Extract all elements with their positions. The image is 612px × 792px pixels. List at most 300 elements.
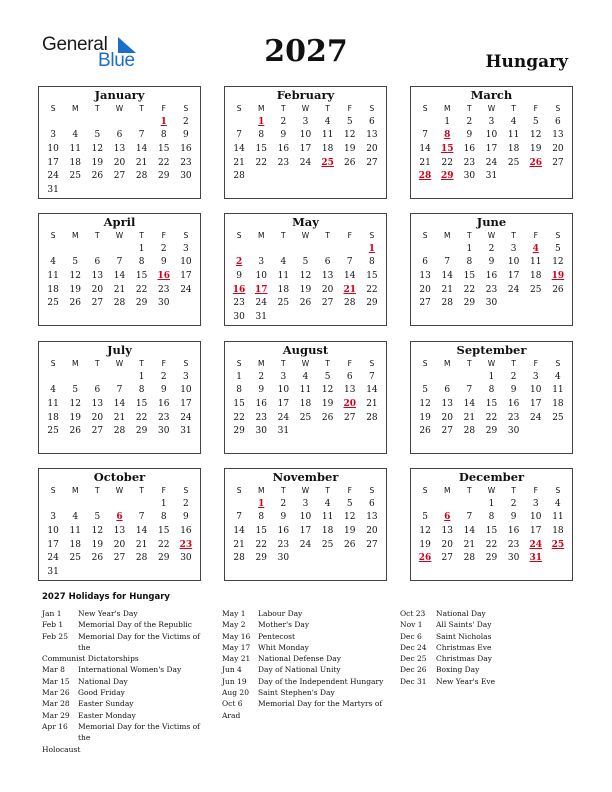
day: 14: [463, 399, 476, 410]
holiday-day: 2: [235, 257, 243, 268]
day: 10: [530, 385, 542, 396]
day: 24: [255, 298, 267, 309]
day: 4: [50, 257, 56, 268]
weekday-header: T: [467, 486, 472, 495]
day: 30: [255, 426, 267, 437]
day: 4: [324, 116, 331, 127]
empty-day: [42, 498, 64, 512]
holiday-item: [400, 619, 550, 630]
day: 1: [160, 498, 167, 509]
day: 15: [255, 144, 267, 155]
holiday-date: Aug 20: [222, 688, 249, 698]
weekday-header: S: [555, 359, 561, 368]
empty-day: [547, 425, 569, 439]
month-name: September: [456, 343, 527, 357]
holiday-day: 1: [258, 498, 265, 509]
weekday-header: T: [325, 486, 330, 495]
weekday-header: W: [115, 104, 124, 113]
month-name: August: [282, 343, 329, 357]
holiday-name: Saint Stephen's Day: [258, 688, 335, 698]
day: 23: [180, 157, 192, 168]
country-name: Hungary: [485, 52, 568, 72]
day-grid: [39, 102, 200, 198]
holiday-name: Memorial Day of the Republic: [78, 620, 192, 630]
month-july: [38, 341, 201, 454]
day: 14: [233, 526, 245, 537]
day: 16: [277, 144, 290, 155]
holiday-day: 17: [254, 284, 268, 295]
holiday-item: [400, 653, 550, 664]
day: 17: [299, 144, 312, 155]
day: 14: [113, 399, 126, 410]
day-grid: [225, 229, 386, 325]
weekday-header: W: [487, 486, 496, 495]
day: 17: [47, 157, 59, 168]
day: 5: [422, 512, 428, 523]
day: 8: [258, 512, 265, 523]
day: 13: [91, 271, 104, 282]
day: 3: [532, 371, 539, 382]
day: 16: [180, 526, 192, 537]
holiday-day: 25: [321, 157, 334, 168]
holiday-name: New Year's Eve: [436, 676, 496, 686]
empty-day: [525, 425, 547, 439]
weekday-header: M: [257, 359, 265, 368]
day: 23: [277, 157, 290, 168]
day: 16: [507, 399, 520, 410]
weekday-header: F: [161, 486, 166, 495]
day: 18: [69, 157, 81, 168]
empty-day: [86, 371, 108, 385]
day-grid: [411, 484, 572, 566]
day: 15: [135, 271, 148, 282]
day: 12: [530, 130, 542, 141]
holiday-item: [42, 721, 212, 744]
empty-day: [272, 243, 294, 257]
holiday-date: Nov 1: [400, 620, 423, 630]
day: 20: [321, 284, 334, 295]
day: 21: [441, 284, 453, 295]
empty-day: [317, 425, 339, 439]
day: 25: [321, 539, 334, 550]
empty-day: [108, 116, 130, 130]
day: 8: [160, 130, 167, 141]
day: 18: [321, 526, 334, 537]
day: 23: [158, 284, 170, 295]
day: 13: [366, 130, 378, 141]
weekday-header: T: [511, 231, 516, 240]
holiday-item: [222, 710, 392, 721]
day: 29: [158, 171, 170, 182]
day: 29: [366, 298, 378, 309]
holiday-day: 1: [258, 116, 265, 127]
holiday-item: [222, 676, 392, 687]
day: 1: [488, 498, 495, 509]
holiday-day: 16: [157, 271, 171, 282]
holiday-date: Dec 31: [400, 676, 427, 686]
day: 12: [419, 526, 431, 537]
day: 4: [555, 371, 561, 382]
empty-day: [503, 297, 525, 311]
day: 1: [466, 243, 473, 254]
day: 30: [463, 171, 476, 182]
day: 3: [183, 243, 189, 254]
empty-day: [361, 311, 383, 325]
empty-day: [108, 243, 130, 257]
day: 4: [72, 130, 79, 141]
empty-day: [131, 116, 153, 130]
day: 8: [138, 257, 145, 268]
weekday-header: F: [161, 104, 166, 113]
holiday-day: 4: [532, 243, 539, 254]
day: 1: [444, 116, 451, 127]
day: 7: [369, 371, 375, 382]
day: 30: [180, 171, 192, 182]
day: 31: [47, 185, 59, 196]
day: 13: [113, 526, 126, 537]
day: 28: [344, 298, 356, 309]
day: 3: [183, 371, 189, 382]
empty-day: [64, 566, 86, 580]
holiday-day: 29: [440, 171, 454, 182]
day: 11: [277, 271, 290, 282]
day: 22: [366, 284, 378, 295]
holiday-name: Day of the Independent Hungary: [258, 676, 384, 686]
weekday-header: F: [161, 359, 166, 368]
day: 17: [299, 526, 312, 537]
day: 12: [299, 271, 312, 282]
day-grid: [411, 102, 572, 184]
empty-day: [175, 566, 197, 580]
day: 3: [50, 512, 56, 523]
month-may: [224, 213, 387, 326]
day: 12: [91, 144, 104, 155]
weekday-header: T: [139, 231, 144, 240]
day: 30: [233, 312, 245, 323]
day: 23: [158, 412, 170, 423]
day: 29: [135, 298, 148, 309]
day: 31: [180, 426, 192, 437]
day: 18: [321, 144, 334, 155]
day: 27: [344, 412, 356, 423]
weekday-header: T: [325, 359, 330, 368]
weekday-header: T: [511, 359, 516, 368]
day: 3: [302, 116, 309, 127]
weekday-header: M: [443, 231, 451, 240]
day: 26: [69, 426, 81, 437]
day: 16: [463, 144, 476, 155]
holiday-name: National Day: [78, 676, 128, 686]
day: 31: [255, 312, 267, 323]
weekday-header: S: [50, 486, 56, 495]
day: 25: [299, 412, 312, 423]
empty-day: [525, 170, 547, 184]
day: 11: [552, 385, 564, 396]
weekday-header: S: [183, 231, 189, 240]
empty-day: [131, 184, 153, 198]
day: 9: [183, 130, 189, 141]
day: 27: [419, 298, 431, 309]
weekday-header: T: [467, 104, 472, 113]
day: 21: [419, 157, 431, 168]
day: 14: [419, 144, 431, 155]
day: 25: [47, 426, 59, 437]
holiday-day: 15: [440, 144, 454, 155]
day: 20: [91, 284, 104, 295]
day: 15: [255, 526, 267, 537]
day: 10: [507, 257, 520, 268]
empty-day: [175, 184, 197, 198]
day: 2: [488, 243, 495, 254]
day: 8: [236, 385, 242, 396]
empty-day: [339, 552, 361, 566]
day: 7: [444, 257, 451, 268]
day: 16: [507, 526, 520, 537]
month-name: December: [458, 470, 525, 484]
day: 10: [255, 271, 267, 282]
holiday-item: [222, 687, 392, 698]
holiday-date: May 2: [222, 620, 246, 630]
holiday-item: [222, 698, 392, 709]
day: 28: [135, 553, 148, 564]
day: 3: [302, 498, 309, 509]
day: 20: [366, 526, 378, 537]
empty-day: [250, 170, 272, 184]
empty-day: [131, 566, 153, 580]
weekday-header: T: [95, 104, 100, 113]
day: 2: [160, 243, 167, 254]
day: 23: [507, 412, 520, 423]
day: 5: [72, 385, 79, 396]
holiday-name: National Defense Day: [258, 654, 341, 664]
day: 10: [299, 512, 312, 523]
day: 9: [160, 385, 167, 396]
day: 14: [366, 385, 378, 396]
holiday-name: Arad: [222, 710, 241, 720]
day: 28: [463, 553, 476, 564]
holiday-day: 19: [551, 271, 565, 282]
holiday-day: 26: [529, 157, 543, 168]
day: 30: [507, 426, 520, 437]
empty-day: [64, 116, 86, 130]
holiday-date: Oct 23: [400, 609, 426, 618]
empty-day: [250, 243, 272, 257]
day: 29: [485, 426, 498, 437]
day: 27: [366, 157, 378, 168]
empty-day: [317, 243, 339, 257]
holiday-date: Dec 24: [400, 642, 427, 652]
day: 16: [180, 144, 192, 155]
month-february: [224, 86, 387, 199]
day-grid: [225, 484, 386, 566]
empty-day: [294, 552, 316, 566]
weekday-header: F: [347, 486, 352, 495]
day: 16: [277, 526, 290, 537]
weekday-header: W: [487, 359, 496, 368]
empty-day: [294, 243, 316, 257]
day: 30: [180, 553, 192, 564]
empty-day: [64, 184, 86, 198]
day: 7: [236, 512, 242, 523]
day: 23: [233, 298, 245, 309]
day: 27: [441, 553, 453, 564]
day: 1: [138, 243, 145, 254]
holiday-item: [42, 631, 212, 654]
day: 22: [463, 284, 476, 295]
empty-day: [339, 243, 361, 257]
day: 4: [324, 498, 331, 509]
day: 31: [47, 567, 59, 578]
day: 6: [346, 371, 353, 382]
day: 23: [277, 539, 290, 550]
day: 18: [299, 399, 312, 410]
day: 13: [552, 130, 564, 141]
empty-day: [458, 498, 480, 512]
weekday-header: W: [301, 231, 310, 240]
month-name: October: [93, 470, 146, 484]
holiday-date: Jun 4: [222, 665, 242, 675]
holiday-date: Mar 15: [42, 676, 70, 686]
weekday-header: S: [183, 104, 189, 113]
holiday-day: 16: [232, 284, 246, 295]
day: 17: [277, 399, 290, 410]
day: 6: [369, 498, 375, 509]
day: 5: [346, 116, 353, 127]
empty-day: [547, 297, 569, 311]
day: 28: [135, 171, 148, 182]
holiday-item: [400, 631, 550, 642]
day-grid: [411, 229, 572, 311]
holiday-date: Mar 26: [42, 688, 70, 698]
day: 2: [258, 371, 265, 382]
day: 26: [69, 298, 81, 309]
holiday-day: 24: [529, 539, 543, 550]
day: 12: [344, 130, 356, 141]
day-grid: [39, 229, 200, 311]
day: 4: [302, 371, 309, 382]
day: 4: [50, 385, 56, 396]
weekday-header: F: [161, 231, 166, 240]
month-september: [410, 341, 573, 454]
day: 9: [160, 257, 167, 268]
day: 21: [135, 157, 148, 168]
weekday-header: M: [257, 104, 265, 113]
empty-day: [108, 498, 130, 512]
holiday-item: [400, 676, 550, 687]
day-grid: [39, 484, 200, 580]
day: 8: [160, 512, 167, 523]
day: 14: [113, 271, 126, 282]
holiday-day: 1: [160, 116, 167, 127]
weekday-header: T: [139, 359, 144, 368]
day: 22: [255, 157, 267, 168]
holiday-day: 6: [116, 512, 123, 523]
month-name: April: [103, 215, 136, 229]
day: 24: [530, 412, 542, 423]
day: 10: [180, 385, 192, 396]
empty-day: [86, 184, 108, 198]
weekday-header: S: [369, 104, 375, 113]
holiday-name: International Women's Day: [78, 665, 182, 675]
holiday-name: Communist Dictatorships: [42, 654, 139, 664]
empty-day: [547, 170, 569, 184]
day: 17: [180, 271, 192, 282]
day: 5: [555, 243, 561, 254]
weekday-header: M: [257, 486, 265, 495]
weekday-header: W: [115, 359, 124, 368]
month-january: [38, 86, 201, 199]
day: 14: [463, 526, 476, 537]
weekday-header: M: [71, 104, 79, 113]
day: 8: [466, 257, 473, 268]
day: 15: [158, 526, 170, 537]
day: 9: [488, 257, 495, 268]
day: 15: [233, 399, 245, 410]
holidays-title: 2027 Holidays for Hungary: [42, 592, 170, 602]
day: 2: [160, 371, 167, 382]
day: 19: [344, 526, 356, 537]
day: 19: [91, 539, 104, 550]
day: 8: [488, 512, 495, 523]
holiday-date: Dec 6: [400, 631, 422, 641]
day: 7: [466, 512, 473, 523]
weekday-header: S: [555, 231, 561, 240]
weekday-header: S: [183, 359, 189, 368]
day: 11: [552, 512, 564, 523]
holiday-name: Saint Nicholas: [436, 631, 492, 641]
holiday-date: Feb 1: [42, 620, 64, 630]
empty-day: [153, 566, 175, 580]
holiday-day: 8: [444, 130, 451, 141]
day: 14: [344, 271, 356, 282]
holiday-date: Mar 28: [42, 699, 70, 709]
day: 15: [485, 399, 498, 410]
weekday-header: S: [50, 104, 56, 113]
empty-day: [317, 170, 339, 184]
day: 20: [91, 412, 104, 423]
day: 8: [258, 130, 265, 141]
weekday-header: M: [443, 486, 451, 495]
day: 20: [552, 144, 564, 155]
day: 3: [488, 116, 495, 127]
day: 26: [299, 298, 312, 309]
holiday-item: [400, 642, 550, 653]
day: 1: [236, 371, 242, 382]
day: 12: [344, 512, 356, 523]
day: 27: [366, 539, 378, 550]
day: 10: [47, 526, 59, 537]
holiday-item: [42, 653, 212, 664]
day: 13: [441, 526, 453, 537]
weekday-header: M: [443, 104, 451, 113]
day: 17: [485, 144, 498, 155]
month-name: July: [107, 343, 132, 357]
weekday-header: F: [533, 104, 538, 113]
month-november: [224, 468, 387, 581]
day: 22: [485, 412, 498, 423]
weekday-header: T: [95, 359, 100, 368]
weekday-header: W: [301, 359, 310, 368]
day: 9: [280, 130, 287, 141]
day: 21: [113, 284, 126, 295]
holiday-item: [222, 653, 392, 664]
day: 14: [441, 271, 453, 282]
day: 15: [366, 271, 378, 282]
holiday-item: [42, 676, 212, 687]
weekday-header: S: [236, 486, 242, 495]
day: 10: [485, 130, 498, 141]
empty-day: [317, 552, 339, 566]
